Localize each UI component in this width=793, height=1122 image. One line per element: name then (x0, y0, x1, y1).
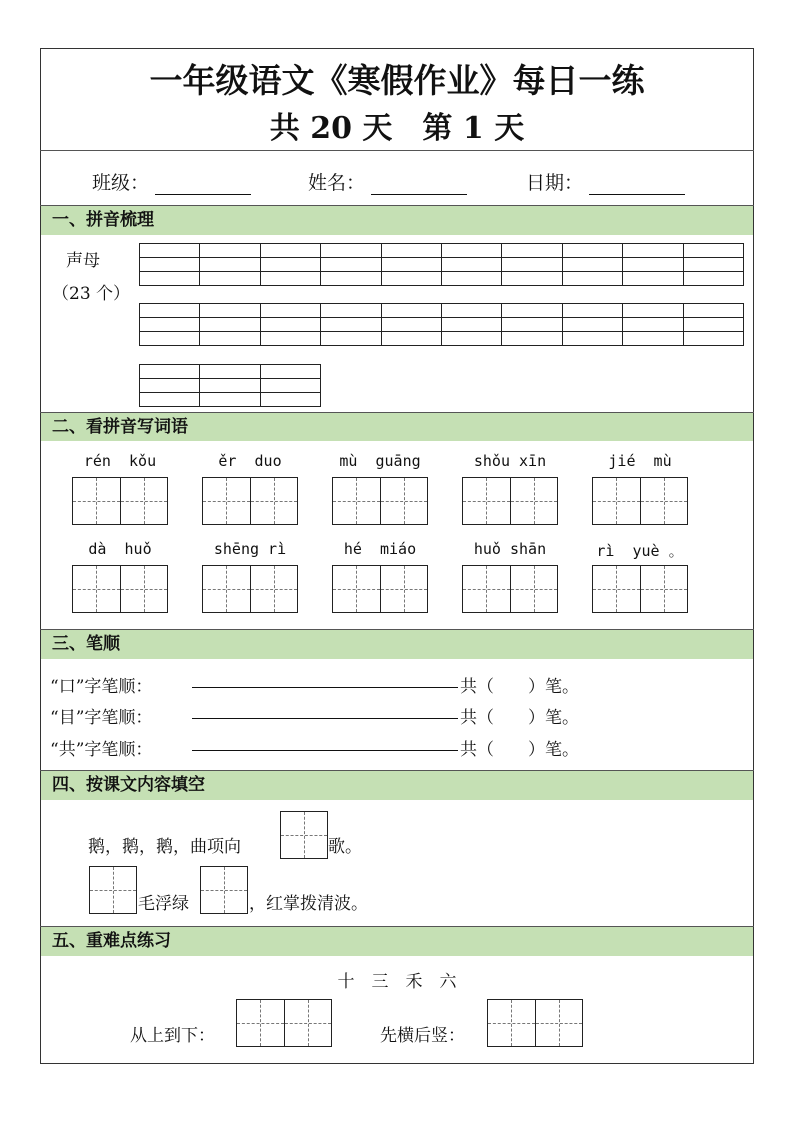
writing-box[interactable] (592, 477, 688, 525)
fill-box[interactable] (89, 866, 137, 914)
section-5-header: 五、重难点练习 (41, 927, 753, 956)
name-label: 姓名： (308, 172, 366, 194)
stroke-label: “目”字笔顺： (50, 708, 153, 728)
name-field[interactable] (308, 168, 467, 195)
writing-box[interactable] (72, 565, 168, 613)
horizontal-first-label: 先横后竖： (380, 1026, 465, 1046)
section-4-header: 四、按课文内容填空 (41, 771, 753, 800)
fill-box[interactable] (200, 866, 248, 914)
pinyin-grid[interactable] (139, 364, 321, 407)
initials-count: （23 个） (52, 284, 131, 304)
writing-box[interactable] (236, 999, 332, 1047)
pinyin-text: mù guāng (339, 452, 421, 470)
pinyin-text: hé miáo (343, 540, 417, 558)
pinyin-text: shēng rì (213, 540, 287, 558)
pinyin-text: jié mù (608, 452, 672, 470)
page-title: 一年级语文《寒假作业》每日一练 (149, 61, 645, 100)
poem-line-1b: 歌。 (328, 837, 362, 857)
stroke-count: 共（ ）笔。 (460, 740, 579, 760)
writing-box[interactable] (332, 565, 428, 613)
writing-box[interactable] (72, 477, 168, 525)
pinyin-text: rén kǒu (83, 452, 157, 470)
pinyin-text: shǒu xīn (473, 452, 547, 470)
writing-box[interactable] (202, 477, 298, 525)
pinyin-grid[interactable] (139, 243, 744, 286)
poem-line-1a: 鹅，鹅，鹅，曲项向 (88, 837, 241, 857)
stroke-answer-line[interactable] (192, 731, 458, 751)
class-label: 班级： (92, 172, 150, 194)
stroke-answer-line[interactable] (192, 699, 458, 719)
page-subtitle: 共 20 天 第 1 天 (269, 111, 525, 146)
stroke-label: “口”字笔顺： (50, 677, 153, 697)
section-2-header: 二、看拼音写词语 (41, 413, 753, 441)
writing-box[interactable] (332, 477, 428, 525)
practice-chars: 十 三 禾 六 (337, 972, 457, 992)
writing-box[interactable] (487, 999, 583, 1047)
writing-box[interactable] (202, 565, 298, 613)
initials-label: 声母 (66, 251, 100, 271)
stroke-count: 共（ ）笔。 (460, 708, 579, 728)
writing-box[interactable] (592, 565, 688, 613)
poem-line-2a: 毛浮绿 (138, 894, 189, 914)
writing-box[interactable] (462, 477, 558, 525)
pinyin-grid[interactable] (139, 303, 744, 346)
stroke-label: “共”字笔顺： (50, 740, 153, 760)
section-1-header: 一、拼音梳理 (41, 206, 753, 235)
pinyin-text: huǒ shān (473, 540, 547, 558)
pinyin-text: rì yuè 。 (596, 542, 684, 560)
pinyin-text: ěr duo (218, 452, 282, 470)
fill-box[interactable] (280, 811, 328, 859)
pinyin-text: dà huǒ (88, 540, 152, 558)
date-field[interactable] (526, 168, 685, 195)
top-to-bottom-label: 从上到下： (130, 1026, 215, 1046)
stroke-count: 共（ ）笔。 (460, 677, 579, 697)
class-field[interactable] (92, 168, 251, 195)
poem-line-2b: ，红掌拨清波。 (249, 894, 368, 914)
writing-box[interactable] (462, 565, 558, 613)
stroke-answer-line[interactable] (192, 668, 458, 688)
section-3-header: 三、笔顺 (41, 630, 753, 659)
date-label: 日期： (526, 172, 584, 194)
